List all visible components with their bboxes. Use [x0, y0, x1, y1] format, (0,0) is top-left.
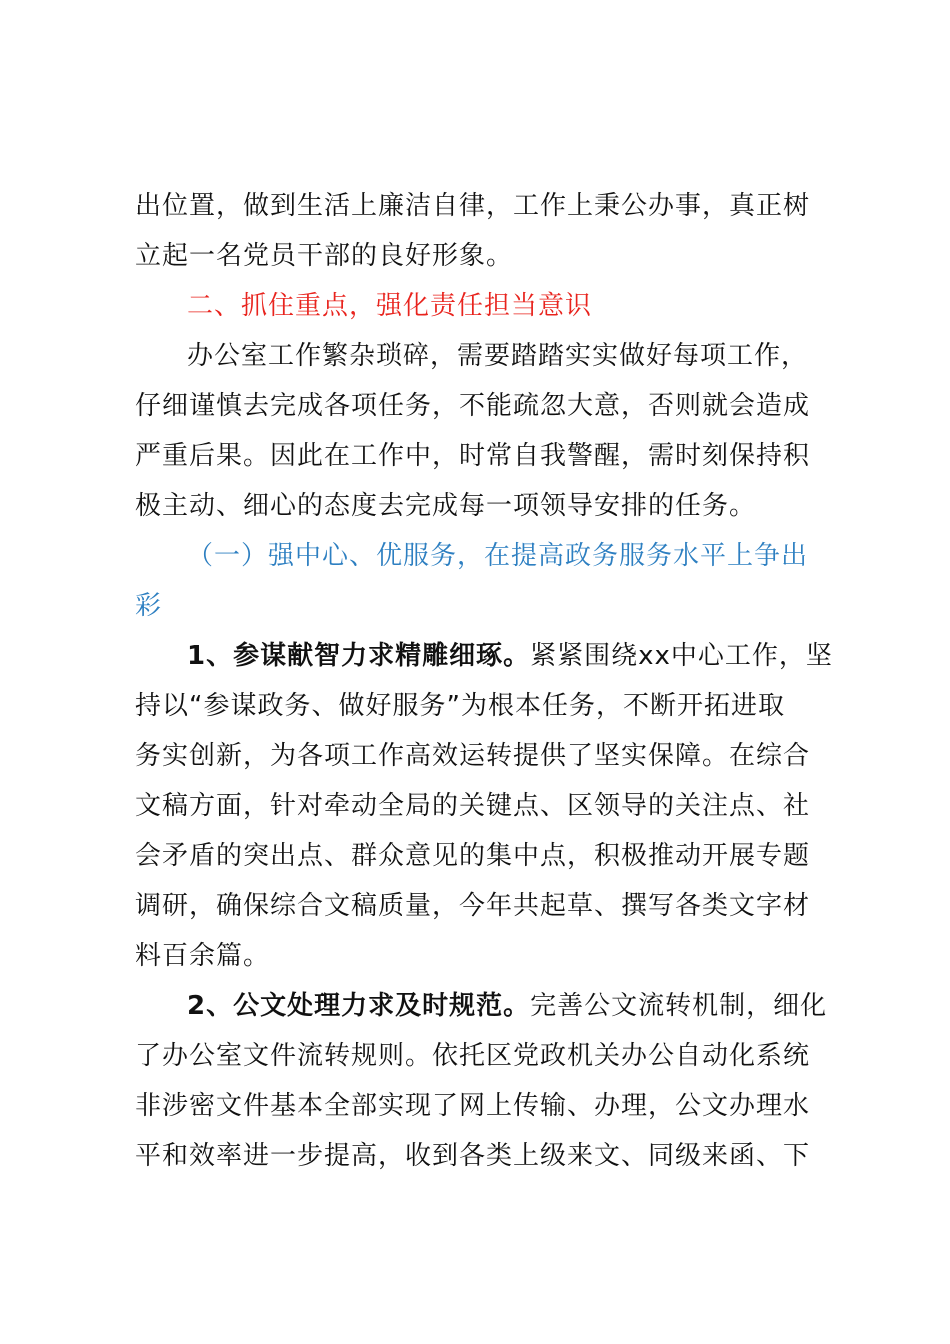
item-2-text-start: 完善公文流转机制，细化	[530, 991, 828, 1021]
paragraph-line: 严重后果。因此在工作中，时常自我警醒，需时刻保持积	[135, 441, 811, 471]
paragraph-line: 出位置，做到生活上廉洁自律，工作上秉公办事，真正树	[135, 191, 811, 221]
subsection-heading-blue: （一）强中心、优服务，在提高政务服务水平上争出	[187, 541, 809, 571]
numbered-item-2-line	[187, 988, 827, 1024]
paragraph-line: 极主动、细心的态度去完成每一项领导安排的任务。	[135, 491, 757, 521]
section-heading-red: 二、抓住重点，强化责任担当意识	[187, 291, 593, 321]
item-1-text-start: 紧紧围绕xx中心工作，坚	[530, 641, 833, 671]
paragraph-line: 文稿方面，针对牵动全局的关键点、区领导的关注点、社	[135, 791, 811, 821]
paragraph-line: 平和效率进一步提高，收到各类上级来文、同级来函、下	[135, 1141, 811, 1171]
paragraph-line: 料百余篇。	[135, 941, 271, 971]
paragraph-line: 调研，确保综合文稿质量，今年共起草、撰写各类文字材	[135, 891, 811, 921]
paragraph-line: 办公室工作繁杂琐碎，需要踏踏实实做好每项工作，	[187, 341, 809, 371]
paragraph-line: 仔细谨慎去完成各项任务，不能疏忽大意，否则就会造成	[135, 391, 811, 421]
paragraph-line: 非涉密文件基本全部实现了网上传输、办理，公文办理水	[135, 1091, 811, 1121]
paragraph-line: 了办公室文件流转规则。依托区党政机关办公自动化系统	[135, 1041, 811, 1071]
paragraph-line: 立起一名党员干部的良好形象。	[135, 241, 514, 271]
paragraph-line: 会矛盾的突出点、群众意见的集中点，积极推动开展专题	[135, 841, 811, 871]
numbered-item-1-line	[187, 638, 833, 674]
item-2-title: 2、公文处理力求及时规范。	[187, 991, 531, 1021]
item-1-title: 1、参谋献智力求精雕细琢。	[187, 641, 531, 671]
paragraph-line: 务实创新，为各项工作高效运转提供了坚实保障。在综合	[135, 741, 811, 771]
paragraph-line: 持以“参谋政务、做好服务”为根本任务，不断开拓进取	[135, 691, 785, 721]
subsection-heading-blue-continued: 彩	[135, 591, 163, 621]
